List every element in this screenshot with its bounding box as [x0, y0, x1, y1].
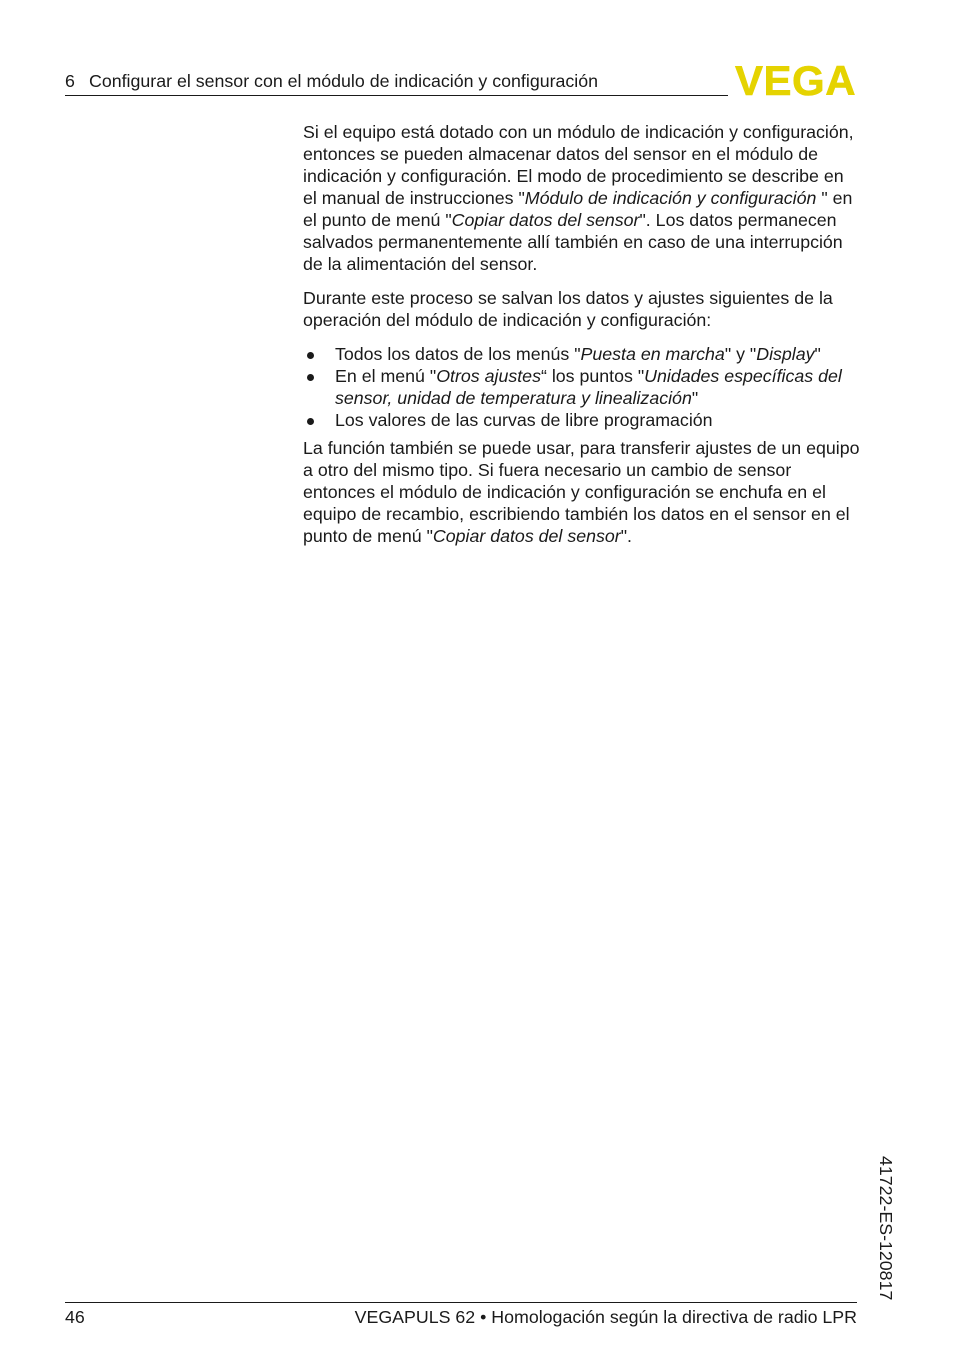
text-run: a otro del mismo tipo. Si fuera necesario un cambio de sensor — [303, 460, 792, 480]
bullet-item — [303, 409, 857, 431]
emphasis-run: Display — [756, 344, 815, 364]
text-run: “ los puntos " — [540, 366, 645, 386]
emphasis-run: Unidades específicas del — [644, 366, 842, 386]
bullet-item — [303, 365, 857, 409]
text-run: ". — [620, 526, 632, 546]
emphasis-run: Copiar datos del sensor — [451, 210, 640, 230]
text-run: Todos los datos de los menús " — [335, 344, 581, 364]
vega-logo: VEGA — [735, 57, 857, 104]
emphasis-run: Módulo de indicación y configuración — [524, 188, 817, 208]
emphasis-run: Copiar datos del sensor — [432, 526, 621, 546]
text-run: equipo de recambio, escribiendo también los datos en el sensor en el — [303, 504, 850, 524]
emphasis-run: Otros ajustes — [436, 366, 541, 386]
paragraph-1 — [303, 121, 857, 275]
paragraph-3 — [303, 437, 860, 547]
bullet-line — [335, 409, 857, 431]
paragraph-line — [303, 309, 857, 331]
text-run: Si el equipo está dotado con un módulo de indicación y configuración, — [303, 122, 854, 142]
footer-rule — [65, 1302, 857, 1303]
paragraph-line — [303, 525, 857, 547]
emphasis-run: sensor, unidad de temperatura y linealización — [335, 388, 692, 408]
text-run: En el menú " — [335, 366, 437, 386]
bullet-icon — [307, 352, 314, 359]
text-run: punto de menú " — [303, 526, 433, 546]
document-code: 41722-ES-120817 — [876, 1156, 896, 1301]
document-title: VEGAPULS 62 • Homologación según la directiva de radio LPR — [354, 1307, 857, 1327]
header-rule — [65, 95, 728, 96]
bullet-line — [335, 387, 857, 409]
paragraph-line — [303, 253, 857, 275]
text-run: el punto de menú " — [303, 210, 452, 230]
paragraph-line — [303, 437, 860, 459]
paragraph-line — [303, 231, 857, 253]
bullet-icon — [307, 418, 314, 425]
text-run: ". Los datos permanecen — [639, 210, 837, 230]
bullet-line — [335, 365, 857, 387]
text-run: " — [814, 344, 821, 364]
paragraph-line — [303, 481, 857, 503]
text-run: Los valores de las curvas de libre programación — [335, 410, 713, 430]
emphasis-run: Puesta en marcha — [580, 344, 725, 364]
chapter-number: 6 — [65, 71, 75, 91]
bullet-line — [335, 343, 857, 365]
bullet-list — [303, 343, 857, 431]
text-run: operación del módulo de indicación y configuración: — [303, 310, 712, 330]
text-run: " — [691, 388, 699, 408]
paragraph-line — [303, 459, 857, 481]
bullet-item — [303, 343, 857, 365]
paragraph-line — [303, 121, 857, 143]
text-run: Durante este proceso se salvan los datos y ajustes siguientes de la — [303, 288, 833, 308]
paragraph-line — [303, 503, 857, 525]
text-run: salvados permanentemente allí también en caso de una interrupción — [303, 232, 843, 252]
text-run: " y " — [724, 344, 757, 364]
text-run: de la alimentación del sensor. — [303, 254, 538, 274]
paragraph-line — [303, 287, 857, 309]
paragraph-line — [303, 165, 857, 187]
paragraph-line — [303, 209, 857, 231]
paragraph-line — [303, 187, 857, 209]
chapter-title: Configurar el sensor con el módulo de indicación y configuración — [89, 71, 599, 91]
text-run: entonces el módulo de indicación y configuración se enchufa en el — [303, 482, 826, 502]
bullet-icon — [307, 374, 314, 381]
text-run: La función también se puede usar, para transferir ajustes de un equipo — [303, 438, 860, 458]
text-run: " en — [816, 188, 853, 208]
text-run: el manual de instrucciones " — [303, 188, 525, 208]
paragraph-line — [303, 143, 857, 165]
paragraph-2 — [303, 287, 857, 331]
text-run: entonces se pueden almacenar datos del sensor en el módulo de — [303, 144, 819, 164]
page-number: 46 — [65, 1307, 85, 1327]
text-run: indicación y configuración. El modo de procedimiento se describe en — [303, 166, 844, 186]
